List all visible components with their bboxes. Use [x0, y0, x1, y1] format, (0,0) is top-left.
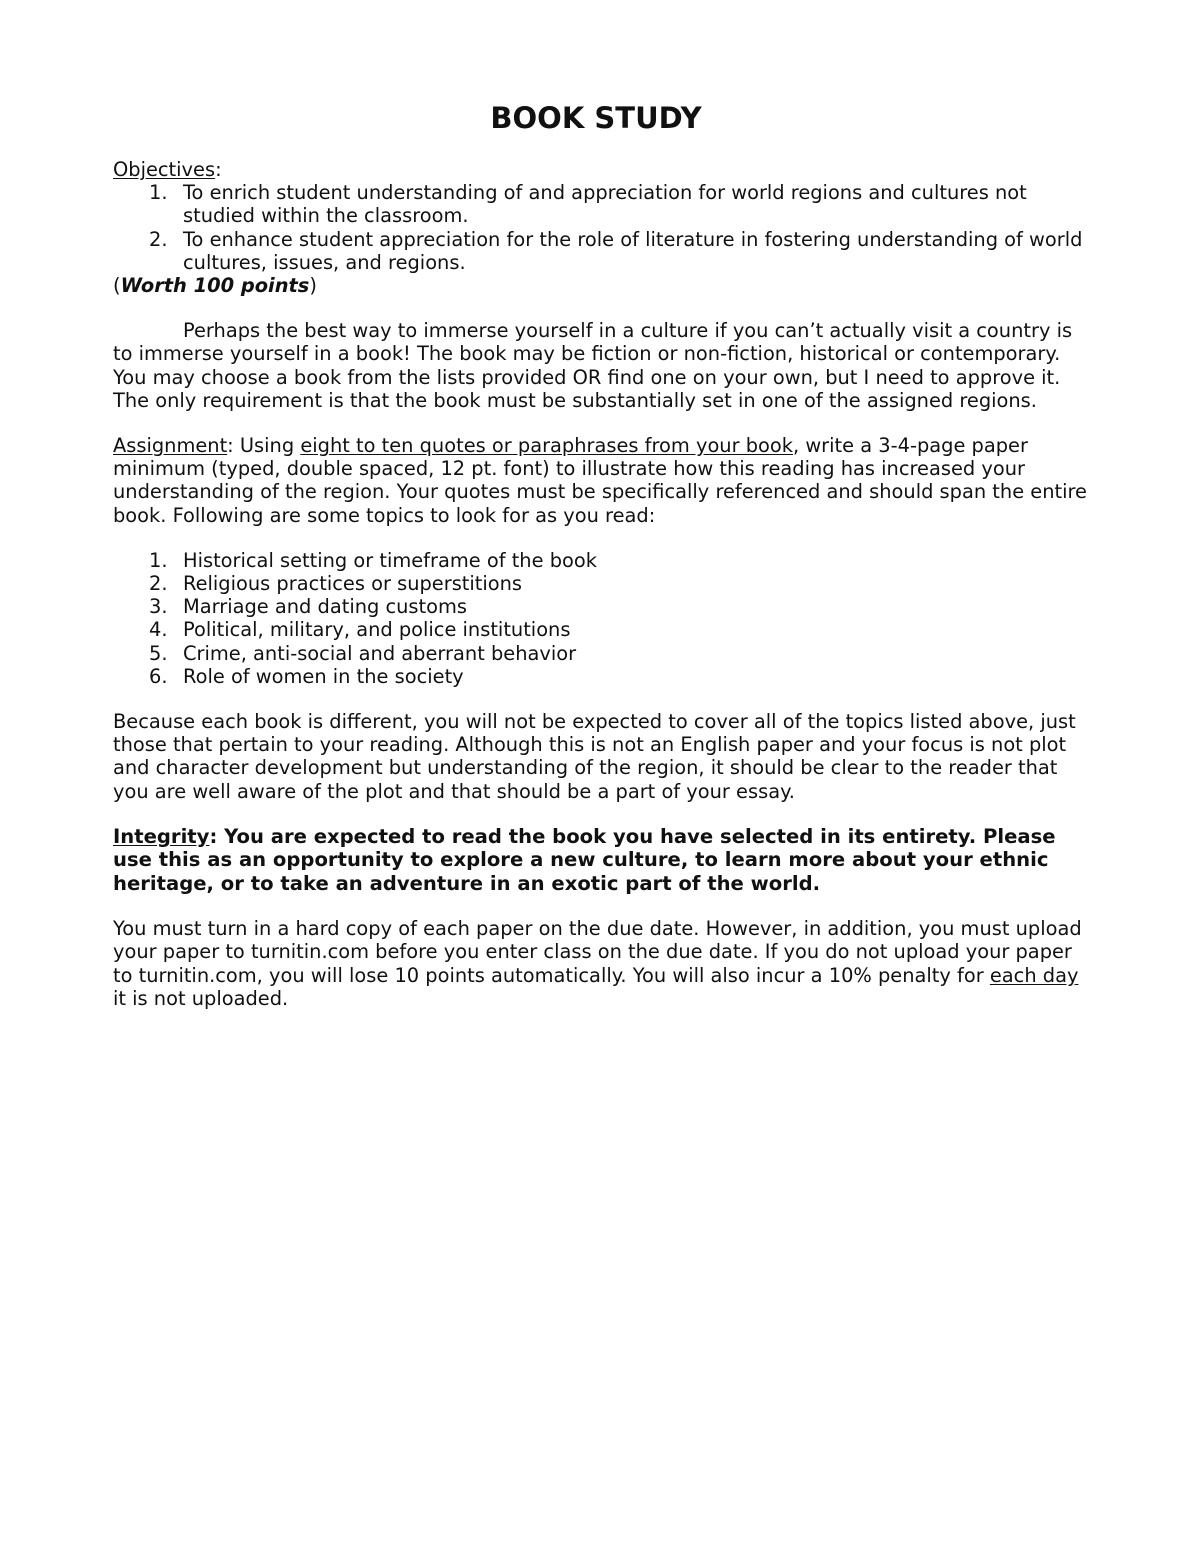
- coverage-paragraph: Because each book is different, you will not be expected to cover all of the topics listed above, just those that pertain to your reading. Although this is not an English paper and your focus is not plot and character development but understanding of the region, it should be clear to the reader that you are well aware of the plot and that should be a part of your essay.: [113, 710, 1076, 803]
- topic-item: 6. Role of women in the society: [149, 664, 464, 688]
- integrity-label: Integrity: [113, 824, 210, 848]
- topic-item: 5. Crime, anti-social and aberrant behavior: [149, 641, 577, 665]
- worth-points: Worth 100 points: [120, 274, 310, 298]
- topics-list: [113, 549, 1093, 688]
- intro-paragraph: Perhaps the best way to immerse yourself in a culture if you can’t actually visit a country is to immerse yourself in a book! The book may be fiction or non-fiction, historical or contemporary. You may choose a book from the lists provided OR find one on your own, but I need to approve it. The only requirement is that the book must be substantially set in one of the assigned regions.: [113, 319, 1073, 412]
- integrity-paragraph: Integrity: You are expected to read the book you have selected in its entirety. Please use this as an opportunity to explore a new culture, to learn more about your ethnic heritage, or to take an adventure in an exotic part of the world.: [113, 824, 1056, 895]
- page-title: BOOK STUDY: [490, 101, 702, 135]
- assignment-quotes-requirement: eight to ten quotes or paraphrases from your book: [300, 434, 793, 458]
- topic-item: 2. Religious practices or superstitions: [149, 572, 523, 596]
- each-day-emphasis: each day: [989, 963, 1079, 987]
- assignment-label: Assignment: [113, 434, 228, 458]
- objective-item: 1. To enrich student understanding of and appreciation for world regions and cultures not studied within the classroom.: [149, 181, 1027, 228]
- objectives-list: [113, 181, 1093, 274]
- topic-item: 1. Historical setting or timeframe of the book: [149, 548, 597, 572]
- objective-item: 2. To enhance student appreciation for the role of literature in fostering understanding of world cultures, issues, and regions.: [149, 227, 1083, 274]
- assignment-paragraph: Assignment: Using eight to ten quotes or paraphrases from your book, write a 3-4-page paper minimum (typed, double spaced, 12 pt. font) to illustrate how this reading has increased your understanding of the region. Your quotes must be specifically referenced and should span the entire book. Following are some topics to look for as you read:: [113, 434, 1087, 527]
- worth-line: (Worth 100 points): [113, 274, 317, 298]
- turnin-paragraph: You must turn in a hard copy of each paper on the due date. However, in addition, you must upload your paper to turnitin.com before you enter class on the due date. If you do not upload your paper to turnitin.com, you will lose 10 points automatically. You will also incur a 10% penalty for each day it is not uploaded.: [113, 917, 1082, 1010]
- document-page: [113, 100, 1093, 1010]
- objectives-heading: [113, 158, 1093, 181]
- topic-item: 3. Marriage and dating customs: [149, 595, 467, 619]
- objectives-label: Objectives: [113, 158, 216, 181]
- objectives-colon: :: [215, 158, 222, 181]
- topic-item: 4. Political, military, and police institutions: [149, 618, 571, 642]
